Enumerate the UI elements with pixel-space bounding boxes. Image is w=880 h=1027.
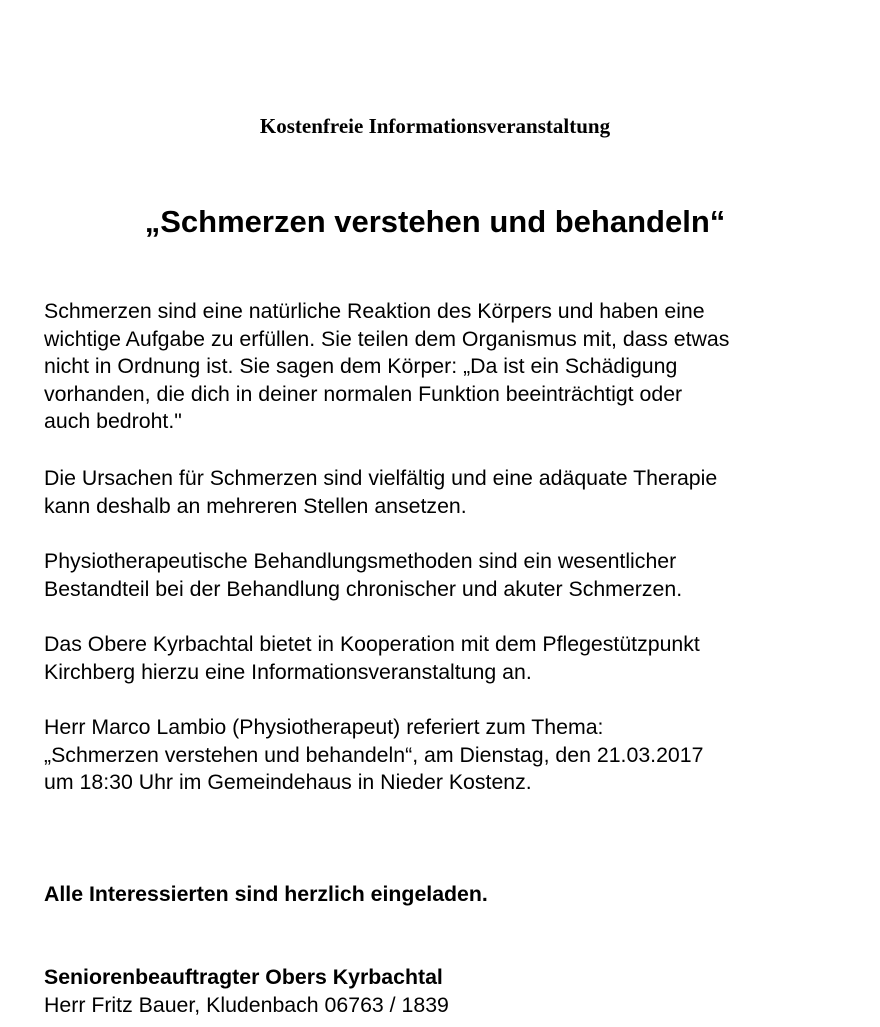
signature-contact: Herr Fritz Bauer, Kludenbach 06763 / 1839 [44, 992, 449, 1017]
paragraph-line: wichtige Aufgabe zu erfüllen. Sie teilen dem Organismus mit, dass etwas [44, 326, 730, 351]
paragraph-line: Bestandteil bei der Behandlung chronischer und akuter Schmerzen. [44, 576, 683, 601]
paragraph-intro [44, 298, 844, 436]
paragraph-line: Herr Marco Lambio (Physiotherapeut) referiert zum Thema: [44, 715, 604, 739]
paragraph-event-details [44, 714, 844, 797]
paragraph-line: Das Obere Kyrbachtal bietet in Kooperation mit dem Pflegestützpunkt [44, 632, 700, 656]
paragraph-line: „Schmerzen verstehen und behandeln“, am Dienstag, den 21.03.2017 [44, 742, 704, 767]
paragraph-line: um 18:30 Uhr im Gemeindehaus in Nieder Kostenz. [44, 770, 532, 794]
paragraph-line: Kirchberg hierzu eine Informationsveranstaltung an. [44, 659, 532, 684]
paragraph-line: auch bedroht." [44, 409, 182, 433]
paragraph-line: Physiotherapeutische Behandlungsmethoden sind ein wesentlicher [44, 549, 677, 573]
paragraph-cooperation [44, 631, 844, 686]
event-headline: „Schmerzen verstehen und behandeln“ [144, 204, 726, 239]
paragraph-line: vorhanden, die dich in deiner normalen Funktion beeinträchtigt oder [44, 381, 683, 406]
paragraph-causes [44, 465, 844, 520]
invitation-text: Alle Interessierten sind herzlich eingeladen. [44, 882, 488, 906]
paragraph-line: Die Ursachen für Schmerzen sind vielfältig und eine adäquate Therapie [44, 466, 718, 490]
paragraph-physiotherapy [44, 548, 844, 603]
paragraph-line: Schmerzen sind eine natürliche Reaktion des Körpers und haben eine [44, 299, 705, 323]
signature-title: Seniorenbeauftragter Obers Kyrbachtal [44, 965, 443, 989]
paragraph-line: nicht in Ordnung ist. Sie sagen dem Körper: „Da ist ein Schädigung [44, 354, 678, 378]
signature-block [44, 964, 449, 1019]
paragraph-line: kann deshalb an mehreren Stellen ansetzen. [44, 493, 467, 518]
event-kicker: Kostenfreie Informationsveranstaltung [259, 114, 611, 138]
